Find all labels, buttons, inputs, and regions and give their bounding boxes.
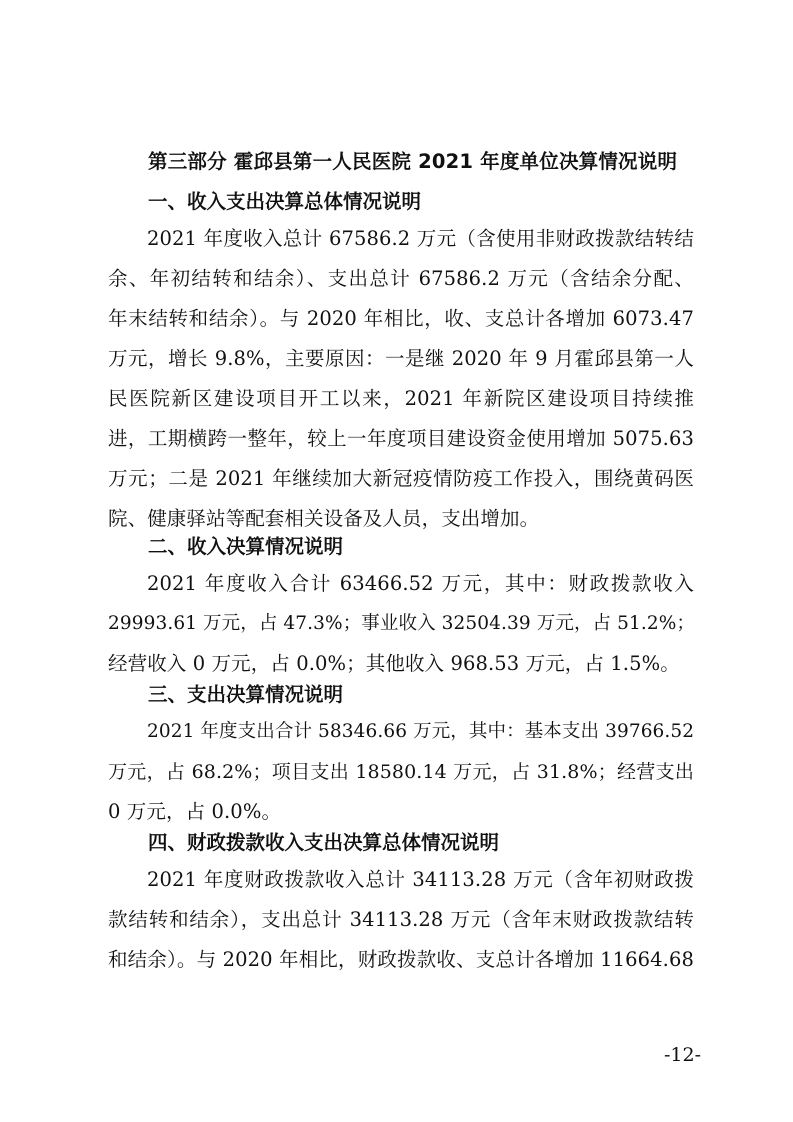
paragraph-line: 2021 年度收入合计 63466.52 万元，其中：财政拨款收入 [147, 572, 694, 595]
paragraph-line: 2021 年度收入总计 67586.2 万元（含使用非财政拨款结转结 [147, 227, 694, 250]
paragraph-line: 院、健康驿站等配套相关设备及人员，支出增加。 [108, 507, 540, 530]
section-heading-2: 二、收入决算情况说明 [148, 535, 344, 558]
section-heading-1: 一、收入支出决算总体情况说明 [148, 190, 422, 213]
paragraph-line: 经营收入 0 万元，占 0.0%；其他收入 968.53 万元，占 1.5%。 [108, 652, 680, 675]
paragraph-line: 万元；二是 2021 年继续加大新冠疫情防疫工作投入，围绕黄码医 [108, 467, 694, 490]
page-number: -12- [663, 1044, 701, 1066]
section-paragraph-1 [108, 219, 694, 539]
paragraph-line: 民医院新区建设项目开工以来，2021 年新院区建设项目持续推 [108, 387, 694, 410]
paragraph-line: 2021 年度财政拨款收入总计 34113.28 万元（含年初财政拨 [147, 868, 694, 891]
paragraph-line: 万元，增长 9.8%，主要原因：一是继 2020 年 9 月霍邱县第一人 [108, 347, 694, 370]
paragraph-line: 进，工期横跨一整年，较上一年度项目建设资金使用增加 5075.63 [108, 427, 694, 450]
paragraph-line: 2021 年度支出合计 58346.66 万元，其中：基本支出 39766.52 [147, 721, 695, 742]
section-paragraph-4 [108, 860, 694, 980]
section-paragraph-2 [108, 564, 694, 684]
section-paragraph-3 [108, 712, 694, 832]
paragraph-line: 款结转和结余），支出总计 34113.28 万元（含年末财政拨款结转 [108, 908, 694, 931]
paragraph-line: 余、年初结转和结余）、支出总计 67586.2 万元（含结余分配、 [108, 267, 694, 290]
paragraph-line: 29993.61 万元，占 47.3%；事业收入 32504.39 万元，占 51.2%； [108, 613, 695, 634]
paragraph-line: 年末结转和结余）。与 2020 年相比，收、支总计各增加 6073.47 [108, 307, 694, 330]
paragraph-line: 万元，占 68.2%；项目支出 18580.14 万元，占 31.8%；经营支出 [108, 761, 694, 783]
paragraph-line: 和结余）。与 2020 年相比，财政拨款收、支总计各增加 11664.68 [108, 948, 694, 971]
section-heading-3: 三、支出决算情况说明 [148, 683, 344, 706]
paragraph-line: 0 万元，占 0.0%。 [108, 800, 282, 823]
page-title: 第三部分 霍邱县第一人民医院 2021 年度单位决算情况说明 [148, 150, 678, 173]
section-heading-4: 四、财政拨款收入支出决算总体情况说明 [148, 831, 500, 854]
